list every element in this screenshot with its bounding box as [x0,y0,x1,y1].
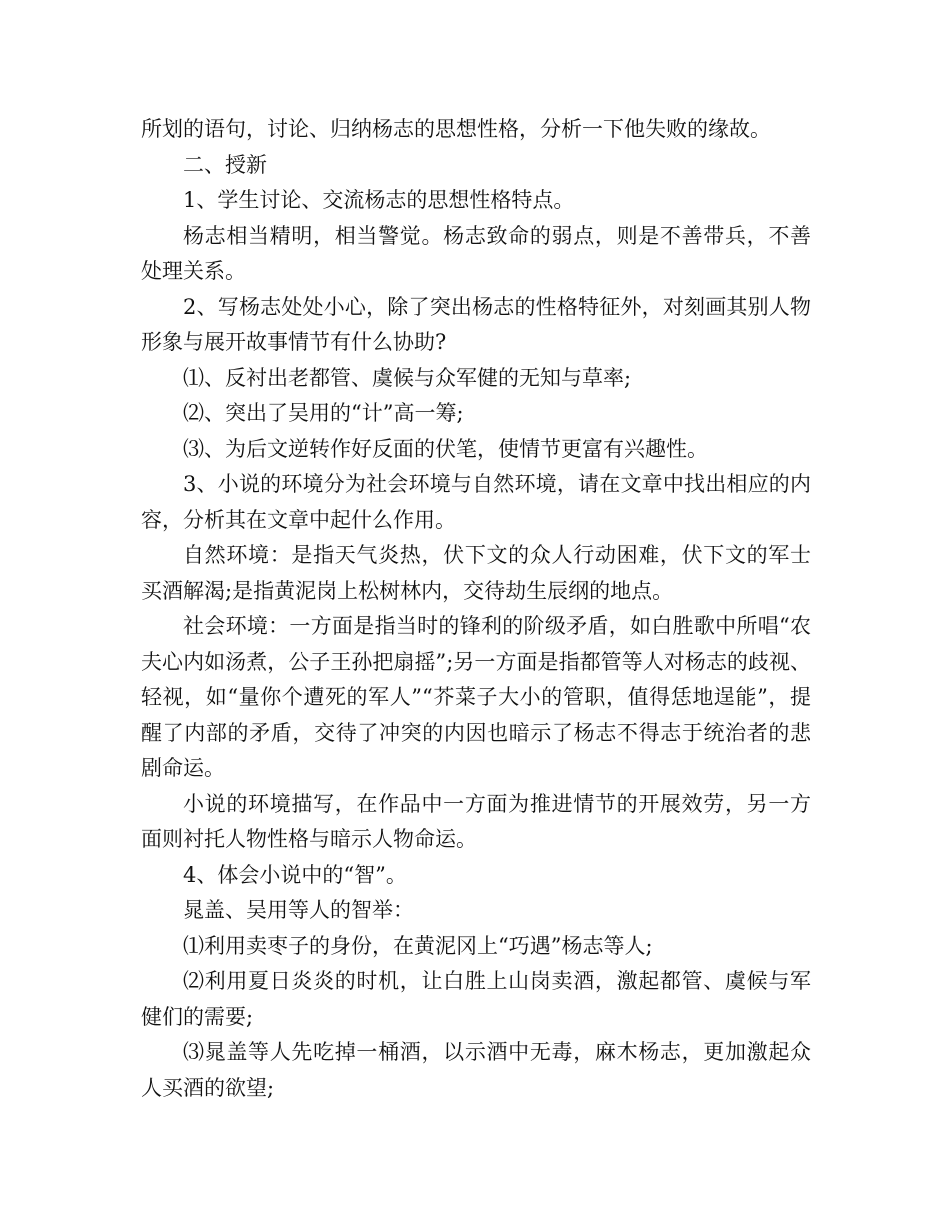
paragraph-subitem-2: ⑵、突出了吴用的“计”高一筹; [183,401,464,425]
paragraph-item-3: 3、小说的环境分为社会环境与自然环境，请在文章中找出相应的内容，分析其在文章中起什么作用。 [141,472,811,532]
paragraph-environment-description: 小说的环境描写，在作品中一方面为推进情节的开展效劳，另一方面则衬托人物性格与暗示人物命运。 [141,791,811,851]
paragraph-item-2: 2、写杨志处处小心，除了突出杨志的性格特征外，对刻画其别人物形象与展开故事情节有什么协助? [141,294,811,354]
paragraph-yang-zhi-traits: 杨志相当精明，相当警觉。杨志致命的弱点，则是不善带兵，不善处理关系。 [141,223,811,283]
paragraph-item-4: 4、体会小说中的“智”。 [183,862,407,887]
paragraph-item-1: 1、学生讨论、交流杨志的思想性格特点。 [183,188,575,212]
paragraph-wisdom-2: ⑵利用夏日炎炎的时机，让白胜上山岗卖酒，激起都管、虞候与军健们的需要; [141,969,811,1029]
paragraph-subitem-3: ⑶、为后文逆转作好反面的伏笔，使情节更富有兴趣性。 [183,436,708,461]
paragraph-wisdom-3: ⑶晁盖等人先吃掉一桶酒，以示酒中无毒，麻木杨志，更加激起众人买酒的欲望; [141,1040,811,1100]
paragraph-continuation: 所划的语句，讨论、归纳杨志的思想性格，分析一下他失败的缘故。 [141,117,771,141]
document-body [141,112,811,1106]
paragraph-social-environment: 社会环境：一方面是指当时的锋利的阶级矛盾，如白胜歌中所唱“农夫心内如汤煮，公子王孙把扇摇”;另一方面是指都管等人对杨志的歧视、轻视，如“量你个遭死的军人”“芥菜子大小的管职，值得恁地逞能”，提醒了内部的矛盾，交待了冲突的内因也暗示了杨志不得志于统治者的悲剧命运。 [141,614,811,780]
section-heading-teach-new: 二、授新 [183,152,267,177]
paragraph-natural-environment: 自然环境：是指天气炎热，伏下文的众人行动困难，伏下文的军士买酒解渴;是指黄泥岗上松树林内，交待劫生辰纲的地点。 [141,543,811,603]
paragraph-subitem-1: ⑴、反衬出老都管、虞候与众军健的无知与草率; [183,365,632,390]
paragraph-wisdom-heading: 晁盖、吴用等人的智举： [183,898,414,922]
paragraph-wisdom-1: ⑴利用卖枣子的身份，在黄泥冈上“巧遇”杨志等人; [183,933,653,958]
